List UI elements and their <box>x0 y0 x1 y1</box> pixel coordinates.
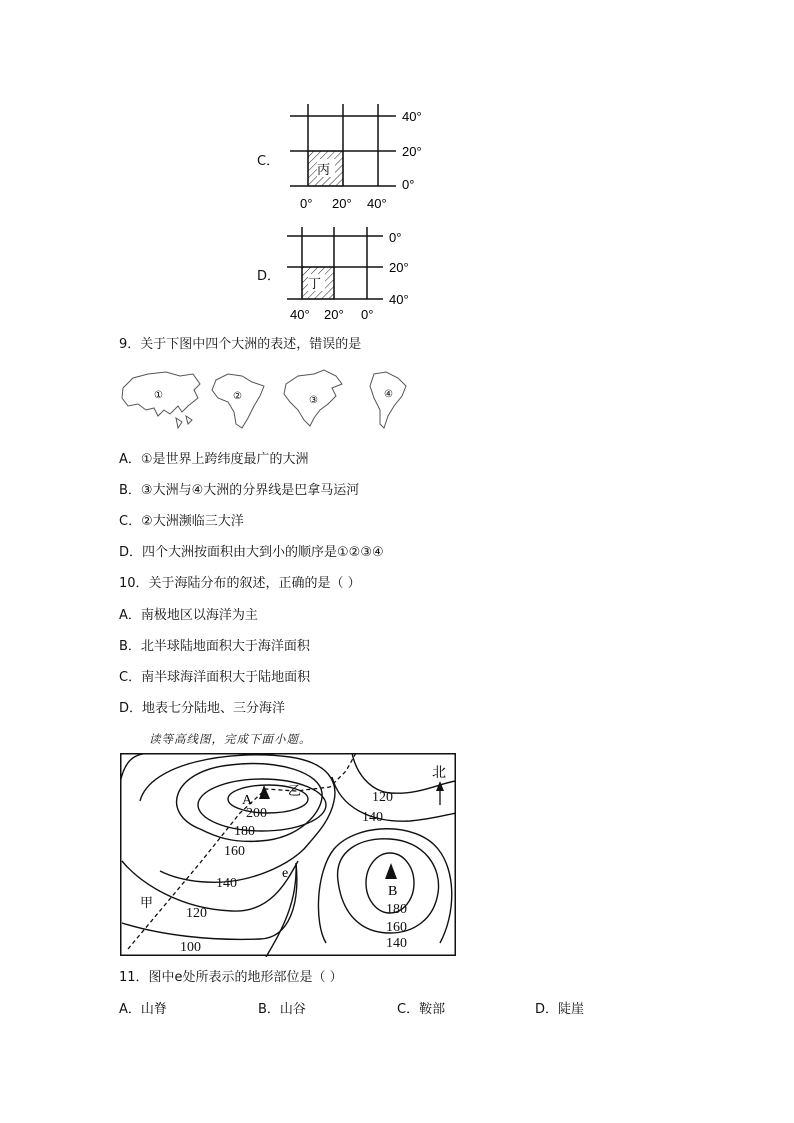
continent-marker: ④ <box>384 389 393 400</box>
q11-option-a[interactable]: A．山脊 <box>119 1002 167 1017</box>
region-label-d: 丁 <box>308 276 322 291</box>
label-jia: 甲 <box>140 895 154 910</box>
continent-marker: ② <box>233 391 242 402</box>
north-label: 北 <box>432 766 446 781</box>
lat-label: 0° <box>389 230 402 245</box>
south-america-outline <box>370 372 406 428</box>
q10-stem: 10．关于海陆分布的叙述，正确的是（ ） <box>119 576 361 591</box>
lat-label: 40° <box>402 109 422 124</box>
contour-value: 160 <box>224 844 245 859</box>
q9-option-b[interactable]: B．③大洲与④大洲的分界线是巴拿马运河 <box>119 483 360 498</box>
contour-map <box>120 753 456 957</box>
label-e: e <box>282 866 289 881</box>
grid-map-c <box>290 104 450 214</box>
q9-option-c[interactable]: C．②大洲濒临三大洋 <box>119 514 244 529</box>
continent-marker: ③ <box>309 395 318 406</box>
q11-option-b[interactable]: B．山谷 <box>258 1002 306 1017</box>
continent-marker: ① <box>154 390 163 401</box>
label-yi: 乙 <box>288 783 302 798</box>
lon-label: 20° <box>332 196 352 211</box>
contour-value: 140 <box>216 876 237 891</box>
option-c-label: C． <box>257 154 280 169</box>
contour-value: 120 <box>186 906 207 921</box>
contour-value: 200 <box>246 806 267 821</box>
lon-label: 40° <box>290 307 310 322</box>
lat-label: 40° <box>389 292 409 307</box>
lon-label: 40° <box>367 196 387 211</box>
lat-label: 0° <box>402 177 415 192</box>
option-d-label: D． <box>257 269 281 284</box>
lat-label: 20° <box>402 144 422 159</box>
peak-b-label: B <box>388 884 398 899</box>
q10-option-d[interactable]: D．地表七分陆地、三分海洋 <box>119 701 286 716</box>
lon-label: 20° <box>324 307 344 322</box>
contour-value: 160 <box>386 920 407 935</box>
contour-intro: 读等高线图，完成下面小题。 <box>149 732 312 746</box>
grid-map-d <box>287 227 447 327</box>
contour-value: 180 <box>234 824 255 839</box>
q10-option-b[interactable]: B．北半球陆地面积大于海洋面积 <box>119 639 310 654</box>
q10-option-c[interactable]: C．南半球海洋面积大于陆地面积 <box>119 670 311 685</box>
contour-value: 140 <box>362 810 383 825</box>
q9-stem: 9．关于下图中四个大洲的表述，错误的是 <box>119 337 362 352</box>
lat-label: 20° <box>389 260 409 275</box>
contour-value: 100 <box>180 940 201 955</box>
lon-label: 0° <box>300 196 313 211</box>
q10-option-a[interactable]: A．南极地区以海洋为主 <box>119 608 258 623</box>
contour-value: 180 <box>386 902 407 917</box>
q9-option-d[interactable]: D．四个大洲按面积由大到小的顺序是①②③④ <box>119 545 384 560</box>
contour-value: 140 <box>386 936 407 951</box>
continent-outlines <box>118 366 418 436</box>
lon-label: 0° <box>361 307 374 322</box>
region-label-c: 丙 <box>317 162 331 177</box>
q11-stem: 11．图中e处所表示的地形部位是（ ） <box>119 970 343 985</box>
q9-option-a[interactable]: A．①是世界上跨纬度最广的大洲 <box>119 452 309 467</box>
q11-option-c[interactable]: C．鞍部 <box>397 1002 446 1017</box>
q11-option-d[interactable]: D．陡崖 <box>535 1002 585 1017</box>
contour-value: 120 <box>372 790 393 805</box>
peak-a-label: A <box>242 793 253 808</box>
